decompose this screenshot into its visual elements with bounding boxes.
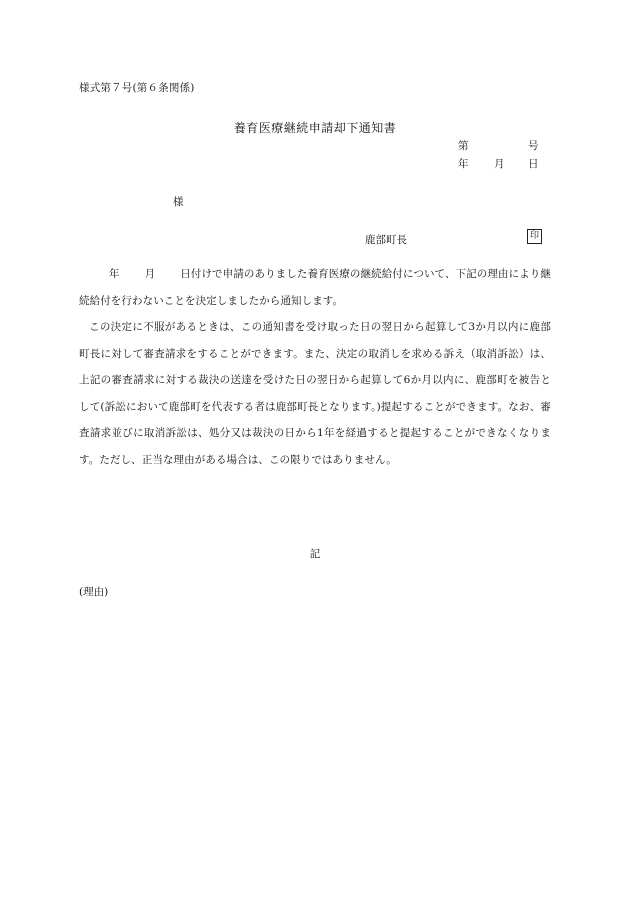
notice-paragraph-1 bbox=[79, 261, 551, 314]
document-title: 養育医療継続申請却下通知書 bbox=[233, 121, 397, 135]
blank-year: 年 bbox=[109, 268, 120, 280]
date-day-label: 日 bbox=[528, 158, 539, 170]
notice-paragraph-2: この決定に不服があるときは、この通知書を受け取った日の翌日から起算して3か月以内に鹿部町長に対して審査請求をすることができます。また、決定の取消しを求める訴え（取消訴訟）は、上記の審査請求に対する裁決の送達を受けた日の翌日から起算して6か月以内に、鹿部町を被告として(訴訟において鹿部町を代表する者は鹿部町長となります。)提起することができます。なお、審査請求並びに取消訴訟は、処分又は裁決の日から1年を経過すると提起することができなくなります。ただし、正当な理由がある場合は、この限りではありません。 bbox=[79, 321, 551, 466]
addressee-honorific: 様 bbox=[173, 196, 184, 208]
reason-label: (理由) bbox=[79, 586, 109, 598]
blank-month: 月 bbox=[144, 268, 156, 280]
date-month-label: 月 bbox=[494, 158, 505, 170]
paragraph-1-text: 日付けで申請のありました養育医療の継続給付について、下記の理由により継続給付を行わないことを決定しましたから通知します。 bbox=[79, 268, 551, 307]
form-number: 様式第７号(第６条関係) bbox=[79, 82, 195, 94]
date-year-label: 年 bbox=[458, 158, 469, 170]
document-number-suffix: 号 bbox=[528, 140, 539, 152]
ki-heading: 記 bbox=[309, 548, 321, 560]
document-number-prefix: 第 bbox=[458, 140, 469, 152]
sender-title: 鹿部町長 bbox=[365, 234, 407, 246]
notice-body bbox=[79, 261, 551, 473]
seal-mark: 印 bbox=[527, 229, 542, 244]
